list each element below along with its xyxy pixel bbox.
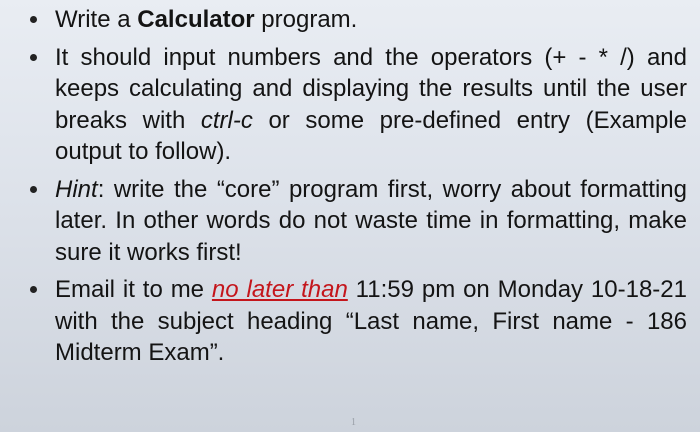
deadline-highlight: no later than — [211, 276, 348, 303]
bullet-dot-icon — [30, 16, 37, 23]
bullet-text: : write the “core” program first, worry about formatting later. In other words do not waste time in formatting, make sure it works first! — [55, 175, 687, 266]
bullet-dot-icon — [30, 54, 37, 61]
bullet-item-requirements — [22, 42, 687, 168]
bullet-text: Write a — [55, 6, 138, 33]
bullet-item-email — [22, 274, 687, 369]
bullet-bold-text: Calculator — [137, 6, 255, 33]
bullet-italic-text: Hint — [55, 175, 98, 203]
bullet-italic-text: ctrl-c — [200, 106, 253, 134]
page-number: 1 — [351, 417, 356, 428]
bullet-text: Email it to me — [55, 276, 212, 303]
bullet-dot-icon — [30, 186, 37, 193]
bullet-list — [22, 4, 687, 375]
bullet-item-calculator — [22, 4, 687, 36]
bullet-item-hint — [22, 174, 687, 269]
bullet-text: 11:59 pm on Monday 10-18-21 with the subject heading “Last name, First name - 186 Midterm Exam”. — [55, 276, 687, 366]
bullet-dot-icon — [30, 286, 37, 293]
bullet-text: It should input numbers and the operators (+ - * /) and keeps calculating and displaying the results until the user breaks with — [55, 43, 687, 134]
bullet-text: program. — [254, 6, 358, 33]
bullet-text: or some pre-defined entry (Example output to follow). — [55, 106, 687, 165]
